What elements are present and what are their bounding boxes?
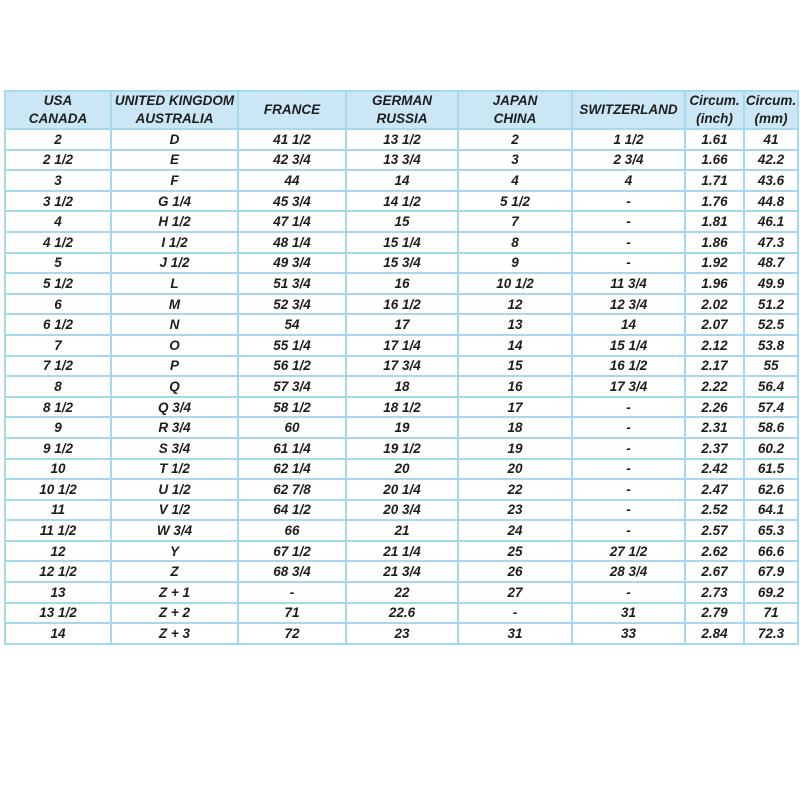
cell: 52 3/4 (238, 294, 346, 315)
cell: 15 3/4 (346, 253, 458, 274)
cell: U 1/2 (111, 479, 238, 500)
cell: 13 (5, 582, 111, 603)
cell: 1.92 (685, 253, 744, 274)
cell: 21 3/4 (346, 561, 458, 582)
table-row (5, 417, 798, 438)
cell: - (572, 417, 685, 438)
cell: 11 1/2 (5, 520, 111, 541)
cell: Y (111, 541, 238, 562)
cell: 2 (5, 129, 111, 150)
cell: 19 (458, 438, 572, 459)
cell: 47.3 (744, 232, 798, 253)
cell: Q 3/4 (111, 397, 238, 418)
table-row (5, 520, 798, 541)
column-header-line2: CANADA (28, 111, 88, 126)
table-row (5, 459, 798, 480)
cell: 65.3 (744, 520, 798, 541)
cell: 17 3/4 (346, 356, 458, 377)
cell: 55 1/4 (238, 335, 346, 356)
cell: 1.86 (685, 232, 744, 253)
cell: - (238, 582, 346, 603)
column-header (5, 91, 111, 129)
cell: 16 (346, 273, 458, 294)
cell: 15 1/4 (572, 335, 685, 356)
cell: 9 (458, 253, 572, 274)
column-header-line2: (inch) (696, 111, 733, 126)
cell: 42 3/4 (238, 150, 346, 171)
cell: 12 1/2 (5, 561, 111, 582)
cell: 26 (458, 561, 572, 582)
cell: 48 1/4 (238, 232, 346, 253)
cell: 2.31 (685, 417, 744, 438)
cell: 2.62 (685, 541, 744, 562)
column-header (346, 91, 458, 129)
cell: 42.2 (744, 150, 798, 171)
cell: O (111, 335, 238, 356)
cell: 13 3/4 (346, 150, 458, 171)
cell: 72 (238, 623, 346, 644)
cell: 60 (238, 417, 346, 438)
cell: 3 (5, 170, 111, 191)
table-row (5, 582, 798, 603)
cell: F (111, 170, 238, 191)
column-header-line1: JAPAN (492, 93, 538, 109)
cell: 51.2 (744, 294, 798, 315)
table-row (5, 479, 798, 500)
cell: 61 1/4 (238, 438, 346, 459)
cell: N (111, 314, 238, 335)
cell: 45 3/4 (238, 191, 346, 212)
cell: 27 1/2 (572, 541, 685, 562)
cell: 53.8 (744, 335, 798, 356)
cell: 8 (458, 232, 572, 253)
cell: 10 (5, 459, 111, 480)
cell: 4 (458, 170, 572, 191)
cell: 2.37 (685, 438, 744, 459)
cell: 18 (458, 417, 572, 438)
column-header (111, 91, 238, 129)
cell: 1.61 (685, 129, 744, 150)
cell: 2.47 (685, 479, 744, 500)
cell: 13 1/2 (5, 603, 111, 624)
cell: 2.79 (685, 603, 744, 624)
table-row (5, 232, 798, 253)
cell: 5 (5, 253, 111, 274)
cell: - (572, 397, 685, 418)
cell: 1 1/2 (572, 129, 685, 150)
cell: 71 (238, 603, 346, 624)
cell: 6 (5, 294, 111, 315)
column-header-line1: Circum. (745, 93, 797, 109)
cell: 58 1/2 (238, 397, 346, 418)
cell: 15 1/4 (346, 232, 458, 253)
cell: - (572, 232, 685, 253)
table-row (5, 335, 798, 356)
cell: 64 1/2 (238, 500, 346, 521)
cell: 22.6 (346, 603, 458, 624)
cell: 20 (458, 459, 572, 480)
cell: 20 1/4 (346, 479, 458, 500)
column-header-line1: FRANCE (263, 102, 321, 118)
cell: 31 (458, 623, 572, 644)
cell: 21 1/4 (346, 541, 458, 562)
table-row (5, 191, 798, 212)
cell: - (572, 479, 685, 500)
cell: - (572, 582, 685, 603)
table-row (5, 150, 798, 171)
cell: 51 3/4 (238, 273, 346, 294)
cell: 48.7 (744, 253, 798, 274)
cell: 2.67 (685, 561, 744, 582)
table-row (5, 170, 798, 191)
cell: 8 1/2 (5, 397, 111, 418)
cell: 7 1/2 (5, 356, 111, 377)
cell: 2.57 (685, 520, 744, 541)
cell: M (111, 294, 238, 315)
table-row (5, 294, 798, 315)
cell: 56 1/2 (238, 356, 346, 377)
cell: 58.6 (744, 417, 798, 438)
cell: 4 1/2 (5, 232, 111, 253)
table-row (5, 500, 798, 521)
cell: Z + 2 (111, 603, 238, 624)
cell: 15 (346, 211, 458, 232)
table-row (5, 356, 798, 377)
cell: L (111, 273, 238, 294)
cell: S 3/4 (111, 438, 238, 459)
cell: G 1/4 (111, 191, 238, 212)
cell: 7 (458, 211, 572, 232)
cell: 2.73 (685, 582, 744, 603)
cell: 66 (238, 520, 346, 541)
cell: 67 1/2 (238, 541, 346, 562)
cell: 1.76 (685, 191, 744, 212)
cell: I 1/2 (111, 232, 238, 253)
table-row (5, 603, 798, 624)
cell: 62.6 (744, 479, 798, 500)
column-header-line1: SWITZERLAND (579, 102, 678, 118)
cell: 13 1/2 (346, 129, 458, 150)
cell: 10 1/2 (458, 273, 572, 294)
cell: 15 (458, 356, 572, 377)
cell: 46.1 (744, 211, 798, 232)
table-row (5, 541, 798, 562)
cell: 44.8 (744, 191, 798, 212)
column-header-line2: (mm) (754, 111, 788, 126)
cell: 16 1/2 (572, 356, 685, 377)
cell: 62 7/8 (238, 479, 346, 500)
cell: 25 (458, 541, 572, 562)
cell: 41 (744, 129, 798, 150)
cell: 27 (458, 582, 572, 603)
cell: 55 (744, 356, 798, 377)
cell: 12 (5, 541, 111, 562)
table-header (5, 91, 798, 129)
cell: 1.66 (685, 150, 744, 171)
cell: 60.2 (744, 438, 798, 459)
cell: 24 (458, 520, 572, 541)
cell: 68 3/4 (238, 561, 346, 582)
cell: 71 (744, 603, 798, 624)
cell: 6 1/2 (5, 314, 111, 335)
cell: 49.9 (744, 273, 798, 294)
cell: - (572, 438, 685, 459)
cell: 22 (346, 582, 458, 603)
cell: 54 (238, 314, 346, 335)
cell: 72.3 (744, 623, 798, 644)
cell: 41 1/2 (238, 129, 346, 150)
cell: Q (111, 376, 238, 397)
cell: 9 1/2 (5, 438, 111, 459)
cell: 12 (458, 294, 572, 315)
cell: 4 (5, 211, 111, 232)
cell: D (111, 129, 238, 150)
cell: 43.6 (744, 170, 798, 191)
cell: 20 (346, 459, 458, 480)
cell: 17 3/4 (572, 376, 685, 397)
table-row (5, 314, 798, 335)
cell: 28 3/4 (572, 561, 685, 582)
cell: T 1/2 (111, 459, 238, 480)
cell: - (572, 459, 685, 480)
cell: 9 (5, 417, 111, 438)
cell: 14 (458, 335, 572, 356)
column-header (238, 91, 346, 129)
cell: 56.4 (744, 376, 798, 397)
cell: 2.22 (685, 376, 744, 397)
column-header-line2: AUSTRALIA (135, 111, 214, 126)
column-header-line2: CHINA (493, 111, 537, 126)
column-header (572, 91, 685, 129)
cell: P (111, 356, 238, 377)
column-header (458, 91, 572, 129)
cell: 2 (458, 129, 572, 150)
table-body (5, 129, 798, 644)
cell: 8 (5, 376, 111, 397)
cell: 44 (238, 170, 346, 191)
cell: 14 1/2 (346, 191, 458, 212)
table-row (5, 273, 798, 294)
cell: 23 (346, 623, 458, 644)
cell: 12 3/4 (572, 294, 685, 315)
column-header-line1: Circum. (689, 93, 740, 109)
cell: 20 3/4 (346, 500, 458, 521)
cell: E (111, 150, 238, 171)
cell: 19 (346, 417, 458, 438)
table-row (5, 376, 798, 397)
table-row (5, 397, 798, 418)
cell: J 1/2 (111, 253, 238, 274)
cell: V 1/2 (111, 500, 238, 521)
cell: Z (111, 561, 238, 582)
cell: 3 (458, 150, 572, 171)
cell: - (572, 191, 685, 212)
cell: 16 1/2 (346, 294, 458, 315)
cell: - (572, 520, 685, 541)
cell: 2 1/2 (5, 150, 111, 171)
cell: 2.07 (685, 314, 744, 335)
cell: 2.52 (685, 500, 744, 521)
column-header-line1: USA (43, 93, 73, 109)
cell: 4 (572, 170, 685, 191)
cell: 14 (572, 314, 685, 335)
cell: 1.71 (685, 170, 744, 191)
cell: - (572, 211, 685, 232)
column-header-line2: RUSSIA (376, 111, 428, 126)
cell: 31 (572, 603, 685, 624)
column-header-line1: GERMAN (372, 93, 432, 109)
cell: 69.2 (744, 582, 798, 603)
cell: 13 (458, 314, 572, 335)
cell: 17 (458, 397, 572, 418)
cell: 2 3/4 (572, 150, 685, 171)
cell: 2.26 (685, 397, 744, 418)
cell: 17 1/4 (346, 335, 458, 356)
ring-size-conversion-table-wrap (4, 90, 797, 645)
table-row (5, 438, 798, 459)
header-row (5, 91, 798, 129)
table-row (5, 129, 798, 150)
cell: 11 3/4 (572, 273, 685, 294)
cell: R 3/4 (111, 417, 238, 438)
cell: 2.84 (685, 623, 744, 644)
table-row (5, 623, 798, 644)
cell: 22 (458, 479, 572, 500)
cell: 14 (5, 623, 111, 644)
cell: 33 (572, 623, 685, 644)
cell: 2.12 (685, 335, 744, 356)
cell: 57 3/4 (238, 376, 346, 397)
cell: 18 1/2 (346, 397, 458, 418)
cell: 7 (5, 335, 111, 356)
cell: 2.17 (685, 356, 744, 377)
cell: 14 (346, 170, 458, 191)
cell: 2.02 (685, 294, 744, 315)
cell: Z + 1 (111, 582, 238, 603)
ring-size-conversion-table (4, 90, 799, 645)
cell: H 1/2 (111, 211, 238, 232)
cell: 47 1/4 (238, 211, 346, 232)
cell: 66.6 (744, 541, 798, 562)
cell: 21 (346, 520, 458, 541)
cell: - (572, 500, 685, 521)
cell: 2.42 (685, 459, 744, 480)
column-header-line1: UNITED KINGDOM (114, 93, 235, 109)
cell: 3 1/2 (5, 191, 111, 212)
table-row (5, 253, 798, 274)
cell: - (458, 603, 572, 624)
cell: 16 (458, 376, 572, 397)
column-header (685, 91, 744, 129)
cell: 64.1 (744, 500, 798, 521)
cell: 67.9 (744, 561, 798, 582)
table-row (5, 561, 798, 582)
column-header (744, 91, 798, 129)
cell: - (572, 253, 685, 274)
cell: 49 3/4 (238, 253, 346, 274)
cell: 1.81 (685, 211, 744, 232)
cell: 10 1/2 (5, 479, 111, 500)
cell: 11 (5, 500, 111, 521)
cell: 19 1/2 (346, 438, 458, 459)
cell: W 3/4 (111, 520, 238, 541)
cell: 1.96 (685, 273, 744, 294)
cell: 5 1/2 (5, 273, 111, 294)
cell: 23 (458, 500, 572, 521)
cell: 52.5 (744, 314, 798, 335)
cell: 18 (346, 376, 458, 397)
cell: 57.4 (744, 397, 798, 418)
cell: Z + 3 (111, 623, 238, 644)
table-row (5, 211, 798, 232)
cell: 62 1/4 (238, 459, 346, 480)
cell: 5 1/2 (458, 191, 572, 212)
cell: 61.5 (744, 459, 798, 480)
cell: 17 (346, 314, 458, 335)
